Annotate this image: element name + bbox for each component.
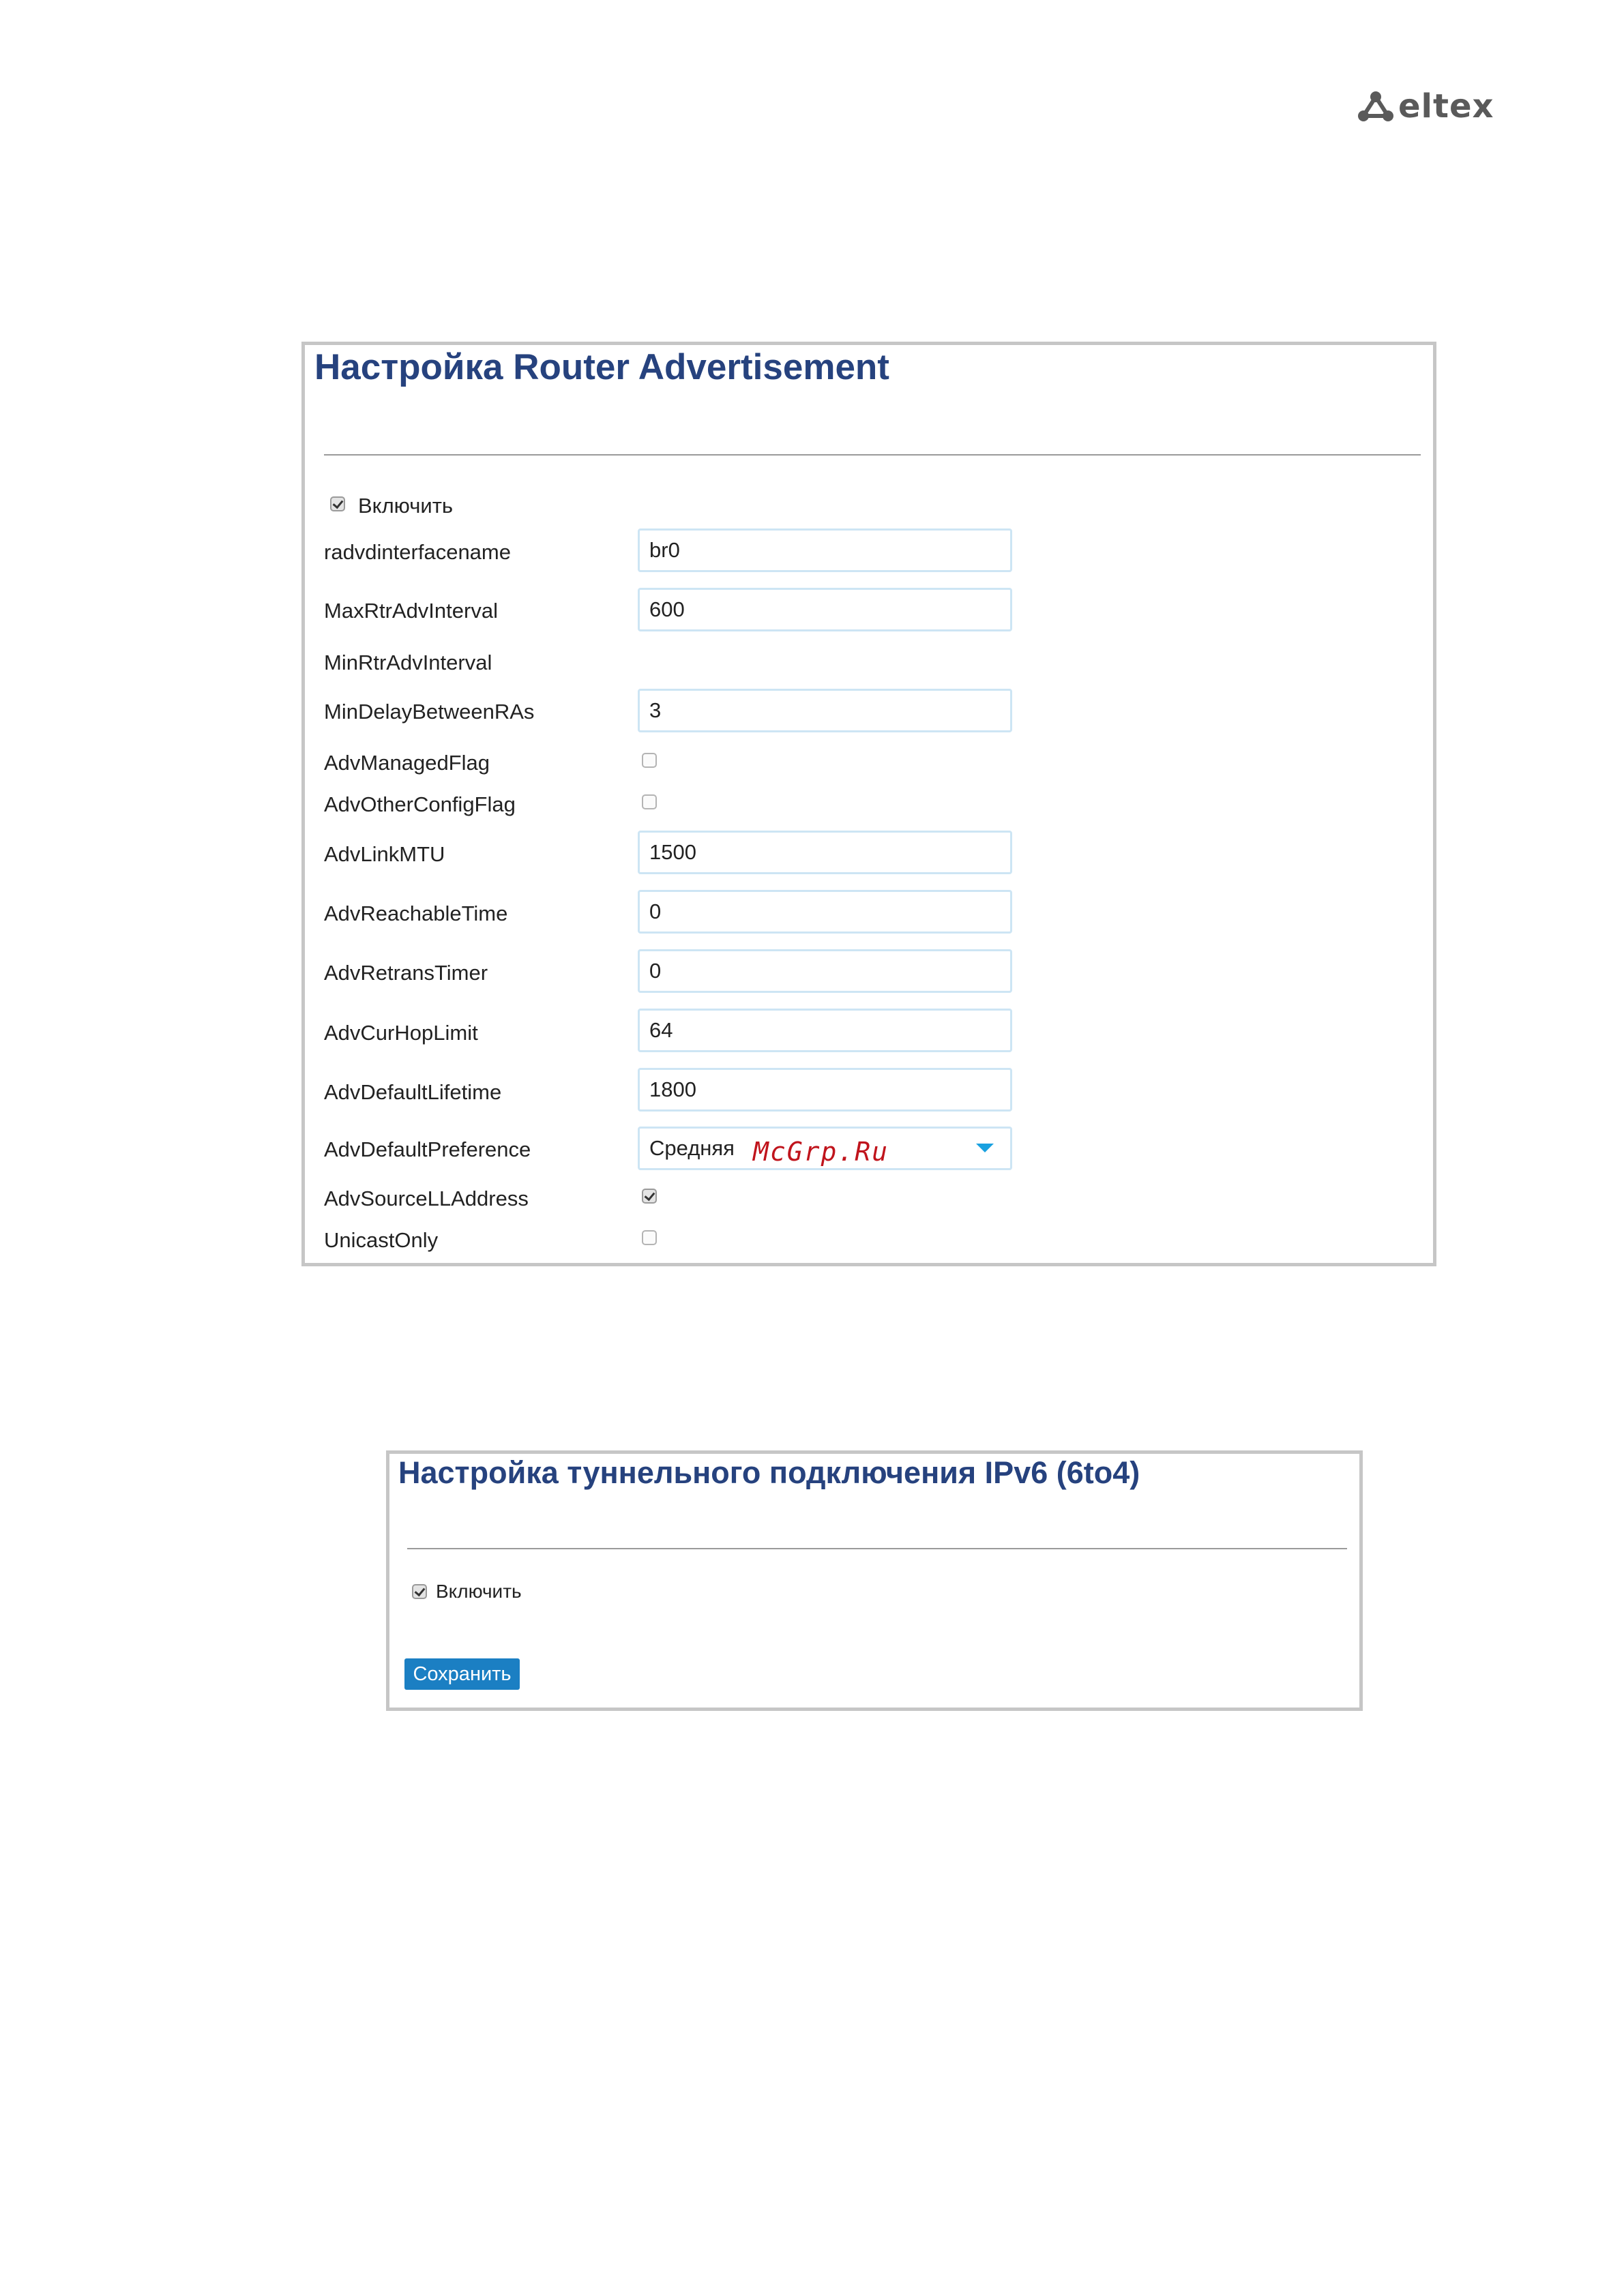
enable-tunnel-label: Включить — [436, 1581, 522, 1602]
enable-radv-label: Включить — [358, 494, 454, 518]
adv-other-config-flag-label: AdvOtherConfigFlag — [324, 792, 516, 816]
adv-default-preference-value: Средняя — [649, 1136, 735, 1160]
adv-managed-flag-checkbox[interactable] — [642, 753, 657, 768]
unicast-only-checkbox[interactable] — [642, 1230, 657, 1245]
min-delay-between-ras-label: MinDelayBetweenRAs — [324, 700, 535, 724]
eltex-logo-text: eltex — [1398, 87, 1494, 125]
title-divider — [407, 1548, 1347, 1549]
adv-managed-flag-label: AdvManagedFlag — [324, 751, 490, 775]
eltex-logo-icon — [1357, 90, 1394, 123]
save-button[interactable]: Сохранить — [404, 1658, 520, 1690]
adv-reachable-time-input[interactable] — [638, 890, 1012, 934]
adv-retrans-timer-input[interactable] — [638, 949, 1012, 993]
chevron-down-icon — [976, 1144, 994, 1152]
unicast-only-label: UnicastOnly — [324, 1228, 439, 1252]
min-rtr-adv-interval-label: MinRtrAdvInterval — [324, 651, 492, 674]
max-rtr-adv-interval-input[interactable] — [638, 588, 1012, 631]
adv-default-preference-label: AdvDefaultPreference — [324, 1137, 531, 1161]
max-rtr-adv-interval-label: MaxRtrAdvInterval — [324, 599, 498, 623]
adv-source-ll-address-checkbox[interactable] — [642, 1189, 657, 1204]
enable-tunnel-checkbox[interactable] — [412, 1584, 427, 1599]
adv-retrans-timer-label: AdvRetransTimer — [324, 961, 488, 985]
ipv6-tunnel-title: Настройка туннельного подключения IPv6 (6to4) — [398, 1455, 1140, 1490]
adv-source-ll-address-label: AdvSourceLLAddress — [324, 1187, 529, 1210]
adv-default-lifetime-label: AdvDefaultLifetime — [324, 1080, 502, 1104]
adv-default-lifetime-input[interactable] — [638, 1068, 1012, 1112]
adv-link-mtu-label: AdvLinkMTU — [324, 842, 445, 866]
router-advertisement-title: Настройка Router Advertisement — [314, 347, 889, 387]
adv-reachable-time-label: AdvReachableTime — [324, 901, 508, 925]
ipv6-tunnel-panel — [386, 1450, 1363, 1711]
enable-radv-checkbox[interactable] — [330, 496, 345, 511]
adv-cur-hop-limit-label: AdvCurHopLimit — [324, 1021, 478, 1045]
adv-link-mtu-input[interactable] — [638, 831, 1012, 874]
router-advertisement-panel — [301, 342, 1436, 1266]
min-delay-between-ras-input[interactable] — [638, 689, 1012, 732]
watermark-text: McGrp.Ru — [753, 1137, 889, 1167]
radvdinterfacename-input[interactable] — [638, 528, 1012, 572]
eltex-logo — [1357, 87, 1494, 125]
adv-other-config-flag-checkbox[interactable] — [642, 794, 657, 809]
adv-cur-hop-limit-input[interactable] — [638, 1009, 1012, 1052]
radvdinterfacename-label: radvdinterfacename — [324, 540, 511, 564]
title-divider — [324, 454, 1421, 456]
